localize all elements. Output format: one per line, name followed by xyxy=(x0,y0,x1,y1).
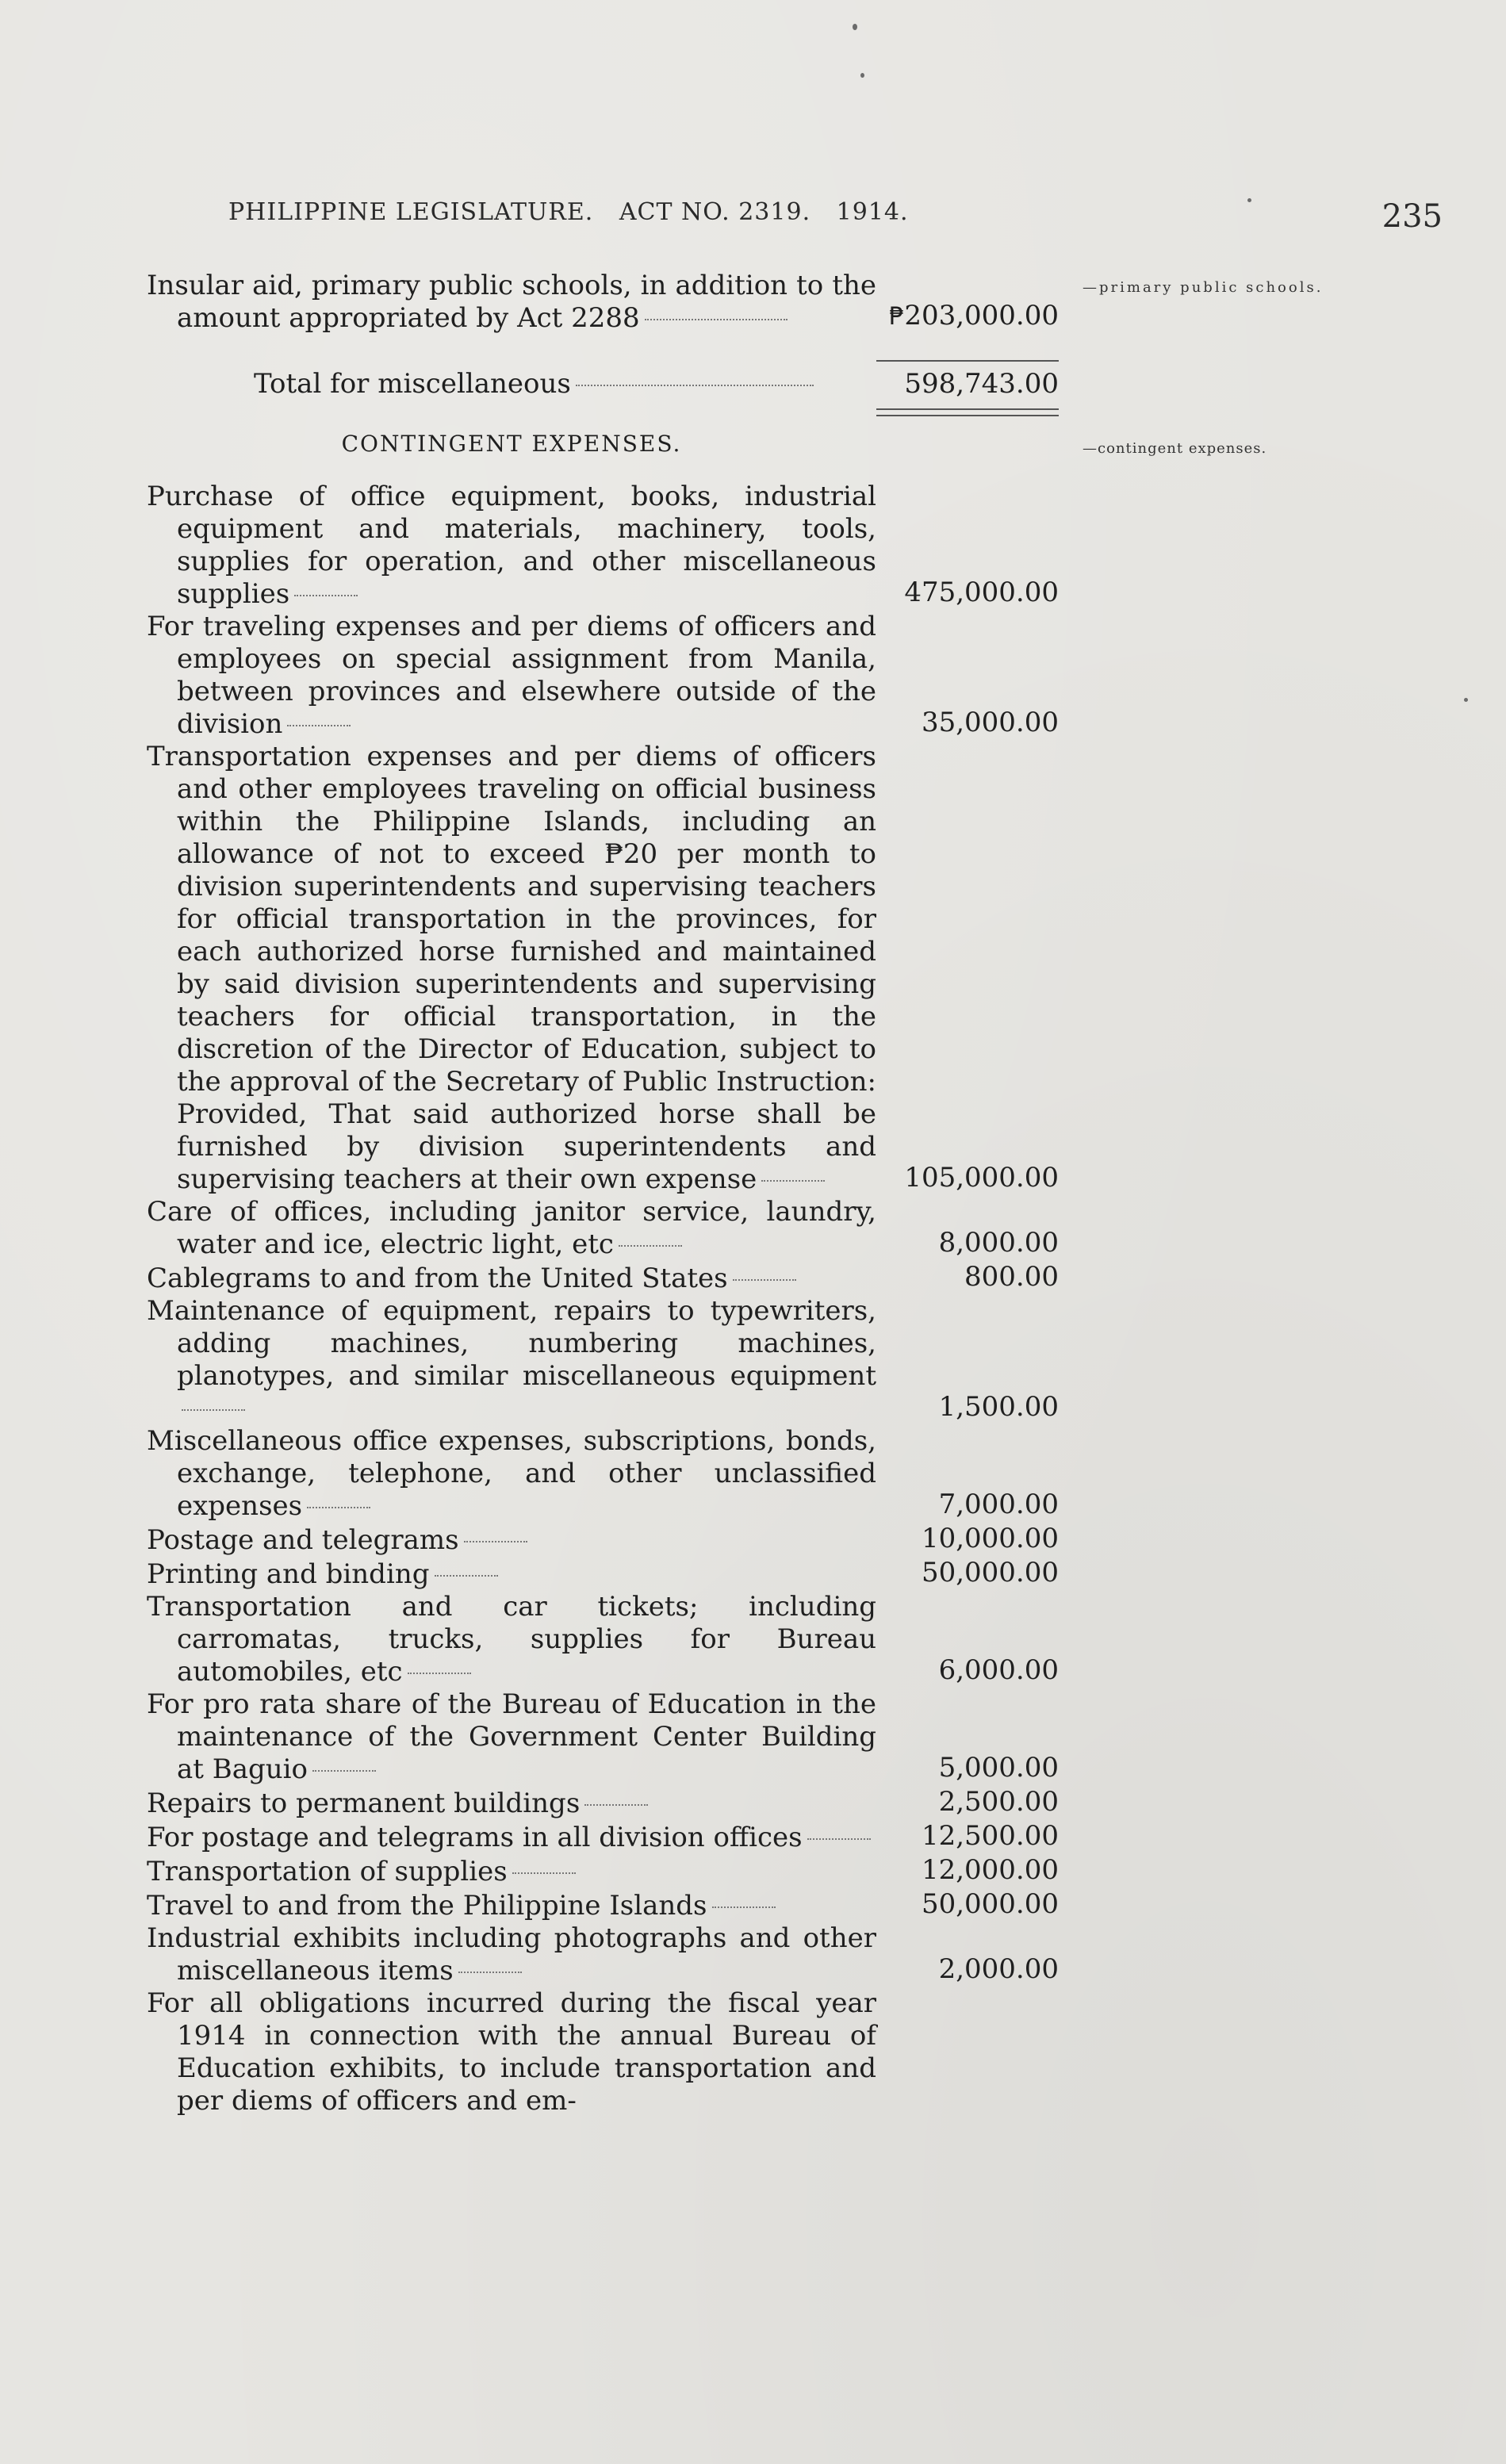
appropriation-list xyxy=(147,270,1059,2117)
expense-item-text: Postage and telegrams xyxy=(147,1524,459,1556)
expense-item-text: Travel to and from the Philippine Islands xyxy=(147,1890,707,1922)
expense-item xyxy=(147,1523,1059,1557)
expense-item-text: Care of offices, including janitor service, laundry, water and ice, electric light, etc xyxy=(147,1196,876,1260)
expense-item-amount: 7,000.00 xyxy=(938,1489,1059,1520)
leader-dots xyxy=(182,1409,245,1411)
expense-item-text: Printing and binding xyxy=(147,1558,430,1590)
header-legislature: PHILIPPINE LEGISLATURE. xyxy=(228,198,594,226)
total-miscellaneous-row xyxy=(147,360,1059,400)
leader-dots xyxy=(287,725,351,726)
leader-dots xyxy=(576,385,814,386)
leader-dots xyxy=(512,1872,576,1874)
expense-item xyxy=(147,1786,1059,1820)
expense-item xyxy=(147,741,1059,1196)
expense-item-amount: 5,000.00 xyxy=(938,1752,1059,1784)
leader-dots xyxy=(464,1541,527,1542)
running-header xyxy=(228,198,926,226)
scan-speck xyxy=(1464,698,1468,702)
leader-dots xyxy=(619,1245,682,1247)
expense-item-text: For pro rata share of the Bureau of Education in the maintenance of the Government Center Building at Baguio xyxy=(147,1688,876,1785)
expense-item-text: Purchase of office equipment, books, industrial equipment and materials, machinery, tools, supplies for operation, and other miscellaneous supplies xyxy=(147,481,876,610)
leader-dots xyxy=(458,1972,522,1973)
double-rule xyxy=(876,408,1059,416)
leader-dots xyxy=(408,1673,471,1674)
header-year: 1914. xyxy=(836,198,909,226)
expense-item xyxy=(147,1425,1059,1523)
leader-dots xyxy=(807,1838,871,1840)
contingent-items xyxy=(147,481,1059,2117)
expense-item xyxy=(147,1261,1059,1295)
expense-item-amount: 1,500.00 xyxy=(938,1391,1059,1423)
expense-item-amount: 8,000.00 xyxy=(938,1227,1059,1259)
expense-item-text: For all obligations incurred during the fiscal year 1914 in connection with the annual Bureau of Education exhibits, to include transportation and per diems of officers and em- xyxy=(147,1987,876,2117)
expense-item-amount: 2,000.00 xyxy=(938,1953,1059,1985)
expense-item xyxy=(147,1888,1059,1922)
expense-item xyxy=(147,1591,1059,1688)
expense-item-amount: 12,500.00 xyxy=(921,1820,1059,1852)
leader-dots xyxy=(307,1507,370,1508)
expense-item-text: Repairs to permanent buildings xyxy=(147,1788,581,1819)
scan-speck xyxy=(853,24,857,30)
expense-item xyxy=(147,611,1059,741)
leader-dots xyxy=(712,1906,776,1908)
leader-dots xyxy=(312,1770,376,1772)
insular-aid-amount: 203,000.00 xyxy=(904,300,1059,331)
expense-item-amount: 2,500.00 xyxy=(938,1786,1059,1818)
leader-dots xyxy=(761,1180,825,1182)
expense-item xyxy=(147,1820,1059,1854)
expense-item xyxy=(147,1295,1059,1425)
expense-item xyxy=(147,1987,1059,2117)
expense-item-amount: 475,000.00 xyxy=(904,577,1059,608)
expense-item-text: Industrial exhibits including photographs and other miscellaneous items xyxy=(147,1922,876,1987)
scan-speck xyxy=(1247,198,1251,202)
expense-item-text: Cablegrams to and from the United States xyxy=(147,1263,728,1294)
expense-item-text: Transportation and car tickets; including carromatas, trucks, supplies for Bureau automobiles, etc xyxy=(147,1591,876,1688)
expense-item-amount: 50,000.00 xyxy=(921,1888,1059,1920)
expense-item xyxy=(147,1196,1059,1261)
expense-item-amount: 12,000.00 xyxy=(921,1854,1059,1886)
expense-item xyxy=(147,1854,1059,1888)
expense-item xyxy=(147,481,1059,611)
page-number: 235 xyxy=(1381,198,1443,235)
expense-item-amount: 10,000.00 xyxy=(921,1523,1059,1554)
margin-note-contingent: —contingent expenses. xyxy=(1083,440,1267,457)
expense-item xyxy=(147,1922,1059,1987)
leader-dots xyxy=(733,1279,796,1281)
margin-note-primary-schools: —primary public schools. xyxy=(1083,279,1324,296)
expense-item-text: Transportation expenses and per diems of officers and other employees traveling on official business within the Philippine Islands, including an allowance of not to exceed ₱20 per month to division superintendents and supervising teachers for official transportation in the provinces, for each authorized horse furnished and maintained by said division superintendents and supervising teachers for official transportation, in the discretion of the Director of Education, subject to the approval of the Secretary of Public Instruction: Provided, That said authorized horse shall be furnished by division superintendents and supervising teachers at their own expense xyxy=(147,741,876,1195)
peso-sign: ₱ xyxy=(889,303,905,331)
insular-aid-text: Insular aid, primary public schools, in addition to the amount appropriated by Act 2288 xyxy=(147,270,876,334)
expense-item-text: Miscellaneous office expenses, subscriptions, bonds, exchange, telephone, and other unclassified expenses xyxy=(147,1425,876,1522)
expense-item xyxy=(147,1557,1059,1591)
leader-dots xyxy=(584,1804,648,1806)
leader-dots xyxy=(294,595,358,596)
expense-item-text: Transportation of supplies xyxy=(147,1856,508,1887)
expense-item-text: For traveling expenses and per diems of officers and employees on special assignment from Manila, between provinces and elsewhere outside of the division xyxy=(147,611,876,740)
expense-item-amount: 35,000.00 xyxy=(921,707,1059,738)
scan-speck xyxy=(860,73,864,78)
section-heading: CONTINGENT EXPENSES. xyxy=(341,431,682,457)
leader-dots xyxy=(645,319,787,320)
insular-aid-entry xyxy=(147,270,1059,335)
total-label: Total for miscellaneous xyxy=(254,368,571,400)
expense-item-amount: 105,000.00 xyxy=(904,1162,1059,1194)
total-amount: 598,743.00 xyxy=(876,360,1059,400)
expense-item-amount: 50,000.00 xyxy=(921,1557,1059,1588)
header-act: ACT NO. 2319. xyxy=(619,198,811,226)
expense-item-amount: 800.00 xyxy=(964,1261,1059,1293)
expense-item-text: Maintenance of equipment, repairs to typewriters, adding machines, numbering machines, planotypes, and similar miscellaneous equipment xyxy=(147,1295,876,1392)
expense-item-amount: 6,000.00 xyxy=(938,1654,1059,1686)
expense-item-text: For postage and telegrams in all division offices xyxy=(147,1822,803,1853)
expense-item-amount xyxy=(876,2116,1059,2117)
leader-dots xyxy=(435,1575,498,1577)
expense-item xyxy=(147,1688,1059,1786)
